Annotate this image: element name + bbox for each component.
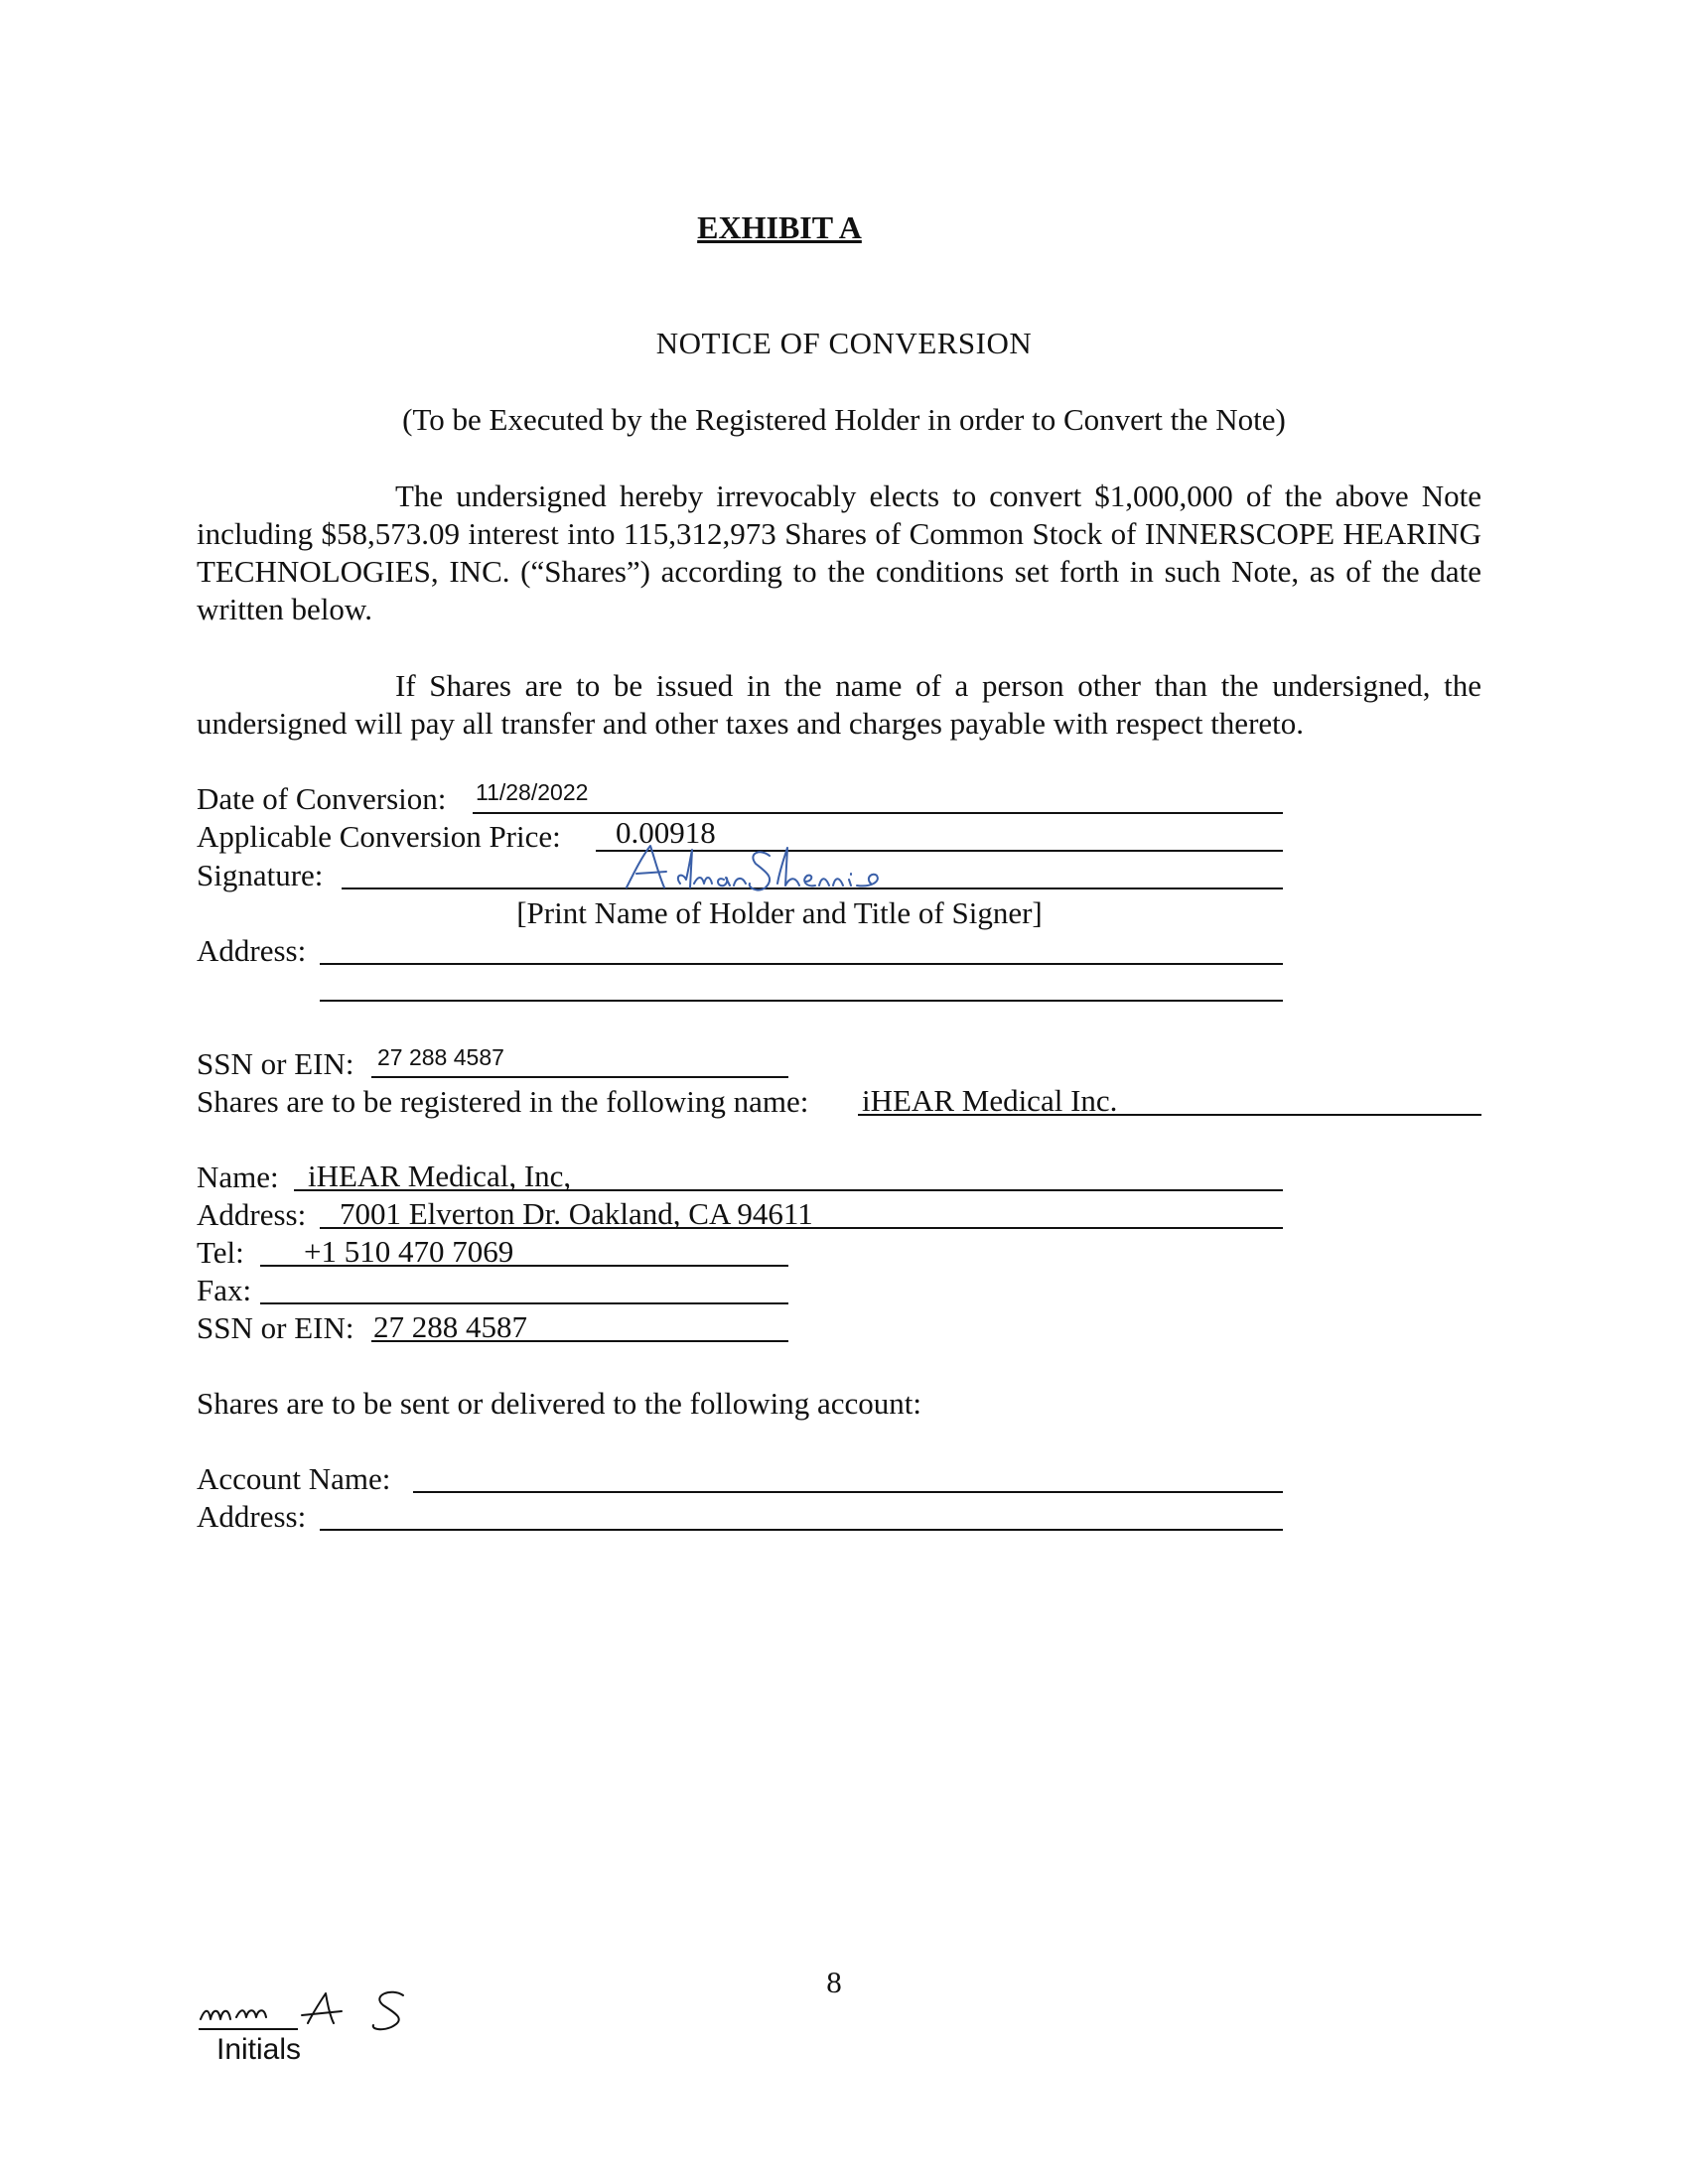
holder-address-label: Address: <box>197 933 307 968</box>
registered-name-value[interactable]: iHEAR Medical Inc. <box>862 1083 1118 1118</box>
subtitle: (To be Executed by the Registered Holder in order to Convert the Note) <box>402 402 1286 437</box>
registrant-name-value[interactable]: iHEAR Medical, Inc, <box>308 1159 572 1193</box>
conversion-paragraph: The undersigned hereby irrevocably elects to convert $1,000,000 of the above Note including $58,573.09 interest into 115,312,973 Shares of Common Stock of INNERSCOPE HEARING TECHNOLOGIES, INC. (“Shares”) according to the conditions set forth in such Note, as of the date written below. <box>197 478 1481 626</box>
account-address-label: Address: <box>197 1499 307 1534</box>
registrant-fax-label: Fax: <box>197 1273 252 1307</box>
date-of-conversion-line <box>473 812 1283 814</box>
registrant-fax-line[interactable] <box>260 1302 788 1304</box>
registrant-tel-value[interactable]: +1 510 470 7069 <box>304 1234 514 1269</box>
registrant-address-value[interactable]: 7001 Elverton Dr. Oakland, CA 94611 <box>340 1196 813 1231</box>
holder-ssn-value[interactable]: 27 288 4587 <box>377 1044 504 1070</box>
holder-address-line-1[interactable] <box>320 963 1283 965</box>
notice-title: NOTICE OF CONVERSION <box>655 326 1033 360</box>
holder-ssn-label: SSN or EIN: <box>197 1046 354 1081</box>
registrant-tel-label: Tel: <box>197 1235 244 1270</box>
conversion-price-value[interactable]: 0.00918 <box>616 815 716 850</box>
signature-image[interactable] <box>621 842 889 899</box>
registrant-ssn-value[interactable]: 27 288 4587 <box>373 1309 527 1344</box>
exhibit-title: EXHIBIT A <box>697 209 862 245</box>
holder-address-line-2[interactable] <box>320 1000 1283 1002</box>
holder-ssn-line <box>371 1076 788 1078</box>
tax-paragraph: If Shares are to be issued in the name of a person other than the undersigned, the undersigned will pay all transfer and other taxes and charges payable with respect thereto. <box>197 668 1481 741</box>
account-name-line[interactable] <box>413 1491 1283 1493</box>
delivery-instruction: Shares are to be sent or delivered to the following account: <box>197 1386 921 1421</box>
page-number: 8 <box>826 1965 842 1999</box>
date-of-conversion-value[interactable]: 11/28/2022 <box>476 779 589 805</box>
registered-name-label: Shares are to be registered in the following name: <box>197 1084 809 1119</box>
conversion-price-label: Applicable Conversion Price: <box>197 819 561 854</box>
initials-label: Initials <box>216 2033 302 2066</box>
account-address-line[interactable] <box>320 1529 1283 1531</box>
registrant-ssn-label: SSN or EIN: <box>197 1310 354 1345</box>
date-of-conversion-label: Date of Conversion: <box>197 781 447 816</box>
print-name-caption: [Print Name of Holder and Title of Signer] <box>516 895 1043 930</box>
signature-label: Signature: <box>197 858 324 892</box>
registrant-address-label: Address: <box>197 1197 307 1232</box>
registrant-name-label: Name: <box>197 1160 279 1194</box>
account-name-label: Account Name: <box>197 1461 391 1496</box>
